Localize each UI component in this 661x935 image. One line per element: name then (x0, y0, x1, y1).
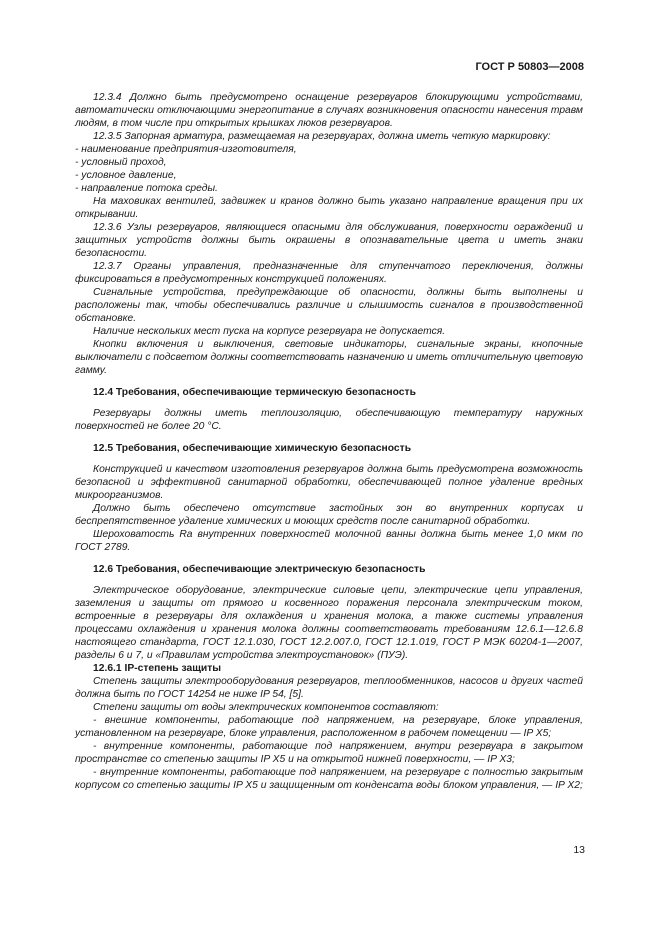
list-item: - направление потока среды. (75, 183, 218, 194)
paragraph-water-protection: Степени защиты от воды электрических компонентов составляют: (93, 702, 439, 713)
paragraph-roughness: Шероховатость Ra внутренних поверхностей молочной ванны должна быть менее 1,0 мкм по ГОСТ 2789. (75, 529, 583, 553)
paragraph-electrical: Электрическое оборудование, электрические силовые цепи, электрические цепи управления, заземления и защиты от прямого и косвенного поражения персонала электрическим током, встроенные в резервуары для охлаждения и хранения молока, а также системы управления процессами охлаждения и хранения молока должны соответствовать требованиям 12.6.1—12.6.8 настоящего стандарта, ГОСТ 12.1.030, ГОСТ 12.2.007.0, ГОСТ 12.1.019, ГОСТ Р МЭК 60204-1—2007, разделы 6 и 7, и «Правилам устройства электроустановок» (ПУЭ). (75, 585, 583, 661)
paragraph-12-3-6: 12.3.6 Узлы резервуаров, являющиеся опасными для обслуживания, поверхности ограждений и защитных устройств должны быть окрашены в опознавательные цвета и иметь знаки безопасности. (75, 222, 583, 259)
paragraph-12-3-5: 12.3.5 Запорная арматура, размещаемая на резервуарах, должна иметь четкую маркировку: (93, 131, 551, 142)
paragraph-signal-devices: Сигнальные устройства, предупреждающие об опасности, должны быть выполнены и расположены так, чтобы обеспечивались различие и слышимость сигналов в производственной обстановке. (75, 287, 583, 324)
paragraph-ip-rating: Степень защиты электрооборудования резервуаров, теплообменников, насосов и других частей должна быть по ГОСТ 14254 не ниже IP 54, [5]. (75, 676, 583, 700)
paragraph-thermal: Резервуары должны иметь теплоизоляцию, обеспечивающую температуру наружных поверхностей не более 20 °С. (75, 408, 583, 432)
list-item: - наименование предприятия-изготовителя, (75, 144, 297, 155)
section-heading-12-5: 12.5 Требования, обеспечивающие химическую безопасность (93, 443, 412, 454)
paragraph-handwheels: На маховиках вентилей, задвижек и кранов должно быть указано направление вращения при их открывании. (75, 196, 583, 220)
paragraph-buttons: Кнопки включения и выключения, световые индикаторы, сигнальные экраны, кнопочные выключатели с подсветом должны соответствовать назначению и иметь отличительную цветовую гамму. (75, 339, 583, 376)
standard-header: ГОСТ Р 50803—2008 (475, 61, 584, 73)
page-number: 13 (573, 844, 585, 856)
document-body (75, 91, 583, 792)
section-heading-12-6: 12.6 Требования, обеспечивающие электрическую безопасность (93, 564, 426, 575)
list-item: - условный проход, (75, 157, 167, 168)
list-item: - условное давление, (75, 170, 177, 181)
list-item-internal-closed: - внутренние компоненты, работающие под напряжением, на резервуаре с полностью закрытым корпусом со степенью защиты IP X5 и защищенным от конденсата воды блоком управления, — IP X2; (75, 767, 583, 791)
paragraph-start-points: Наличие нескольких мест пуска на корпусе резервуара не допускается. (93, 326, 446, 337)
paragraph-sanitation: Конструкцией и качеством изготовления резервуаров должна быть предусмотрена возможность безопасной и эффективной санитарной обработки, обеспечивающей полное удаление вредных микроорганизмов. (75, 464, 583, 501)
paragraph-12-3-7: 12.3.7 Органы управления, предназначенные для ступенчатого переключения, должны фиксироваться в предусмотренных конструкцией положениях. (75, 261, 583, 285)
list-item-internal: - внутренние компоненты, работающие под напряжением, внутри резервуара в закрытом пространстве со степенью защиты IP X5 и на открытой нижней поверхности, — IP X3; (75, 741, 583, 765)
section-heading-12-6-1: 12.6.1 IP-степень защиты (93, 663, 222, 674)
list-item-external: - внешние компоненты, работающие под напряжением, на резервуаре, блоке управления, установленном на резервуаре, блоке управления, расположенном в рабочем помещении — IP X5; (75, 715, 583, 739)
paragraph-12-3-4: 12.3.4 Должно быть предусмотрено оснащение резервуаров блокирующими устройствами, автоматически отключающими энергопитание в случаях возникновения опасности нанесения травм людям, в том числе при открытых крышках люков резервуаров. (75, 92, 583, 129)
paragraph-stagnant-zones: Должно быть обеспечено отсутствие застойных зон во внутренних корпусах и беспрепятственное удаление химических и моющих средств после санитарной обработки. (75, 503, 583, 527)
section-heading-12-4: 12.4 Требования, обеспечивающие термическую безопасность (93, 387, 416, 398)
